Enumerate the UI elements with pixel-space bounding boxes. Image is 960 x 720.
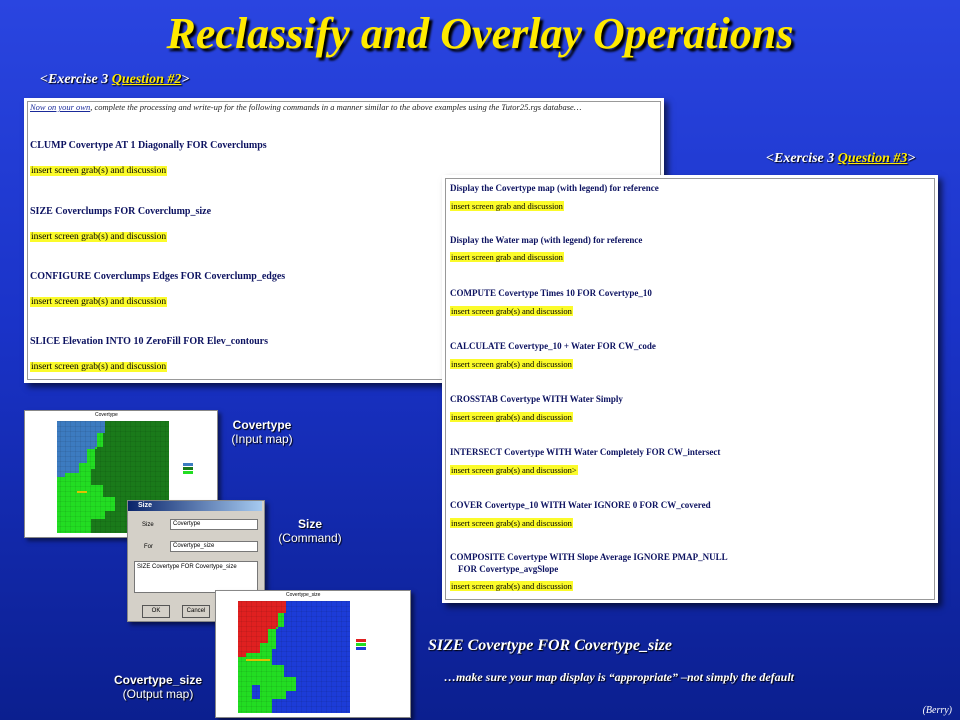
command-calculate: CALCULATE Covertype_10 + Water FOR CW_code	[450, 341, 656, 351]
placeholder-highlight: insert screen grab(s) and discussion	[451, 412, 572, 422]
placeholder-highlight: insert screen grab(s) and discussion>	[451, 465, 577, 475]
exercise-2-label: <Exercise 3 Question #2>	[40, 72, 190, 87]
placeholder-highlight: insert screen grab and discussion	[451, 201, 563, 211]
placeholder-highlight: insert screen grab(s) and discussion	[31, 166, 167, 176]
question-3-link[interactable]: Question #3	[837, 151, 908, 166]
command-crosstab: CROSSTAB Covertype WITH Water Simply	[450, 394, 623, 404]
exercise-3-label: <Exercise 3 Question #3>	[766, 151, 916, 166]
command-text-box: SIZE Covertype FOR Covertype_size	[134, 561, 258, 593]
command-clump: CLUMP Covertype AT 1 Diagonally FOR Coverclumps	[30, 140, 267, 151]
placeholder-highlight: insert screen grab(s) and discussion	[31, 362, 167, 372]
covertype-size-map	[216, 591, 410, 717]
placeholder-highlight: insert screen grab(s) and discussion	[451, 518, 572, 528]
input-map-caption: Covertype (Input map)	[231, 418, 293, 446]
page-title: Reclassify and Overlay Operations	[166, 9, 794, 58]
command-slice: SLICE Elevation INTO 10 ZeroFill FOR Elev_contours	[30, 336, 268, 347]
map-title: Covertype_size	[286, 592, 321, 598]
command-cover: COVER Covertype_10 WITH Water IGNORE 0 FOR CW_covered	[450, 500, 711, 510]
ok-button[interactable]: OK	[142, 605, 170, 618]
intro-text: Now on your own, complete the processing and write-up for the following commands in a manner similar to the above examples using the Tutor25.rgs database…	[30, 102, 582, 112]
size-select[interactable]: Covertype	[170, 519, 258, 530]
for-label: For	[144, 544, 153, 550]
size-label: Size	[142, 522, 154, 528]
output-map-caption: Covertype_size (Output map)	[113, 673, 203, 701]
display-note: …make sure your map display is “appropriate” –not simply the default	[444, 670, 795, 684]
placeholder-highlight: insert screen grab(s) and discussion	[451, 359, 572, 369]
question-2-link[interactable]: Question #2	[111, 72, 182, 87]
placeholder-highlight: insert screen grab(s) and discussion	[31, 297, 167, 307]
command-configure: CONFIGURE Coverclumps Edges FOR Coverclump_edges	[30, 271, 286, 282]
command-display-water: Display the Water map (with legend) for reference	[450, 235, 643, 245]
command-caption: Size (Command)	[278, 517, 342, 545]
cancel-button[interactable]: Cancel	[182, 605, 210, 618]
command-subtitle: SIZE Covertype FOR Covertype_size	[428, 637, 672, 654]
command-composite: COMPOSITE Covertype WITH Slope Average IGNORE PMAP_NULL	[450, 552, 728, 562]
command-size: SIZE Coverclumps FOR Coverclump_size	[30, 206, 212, 217]
for-select[interactable]: Covertype_size	[170, 541, 258, 552]
placeholder-highlight: insert screen grab(s) and discussion	[31, 232, 167, 242]
right-document	[442, 175, 938, 603]
command-display-covertype: Display the Covertype map (with legend) for reference	[450, 183, 659, 193]
command-compute: COMPUTE Covertype Times 10 FOR Covertype_10	[450, 288, 652, 298]
placeholder-highlight: insert screen grab and discussion	[451, 252, 563, 262]
author-credit: (Berry)	[922, 705, 952, 716]
map-title: Covertype	[95, 412, 118, 418]
command-intersect: INTERSECT Covertype WITH Water Completely FOR CW_intersect	[450, 447, 721, 457]
placeholder-highlight: insert screen grab(s) and discussion	[451, 581, 572, 591]
placeholder-highlight: insert screen grab(s) and discussion	[451, 306, 572, 316]
command-composite-line2: FOR Covertype_avgSlope	[458, 564, 559, 574]
dialog-title: Size	[128, 501, 262, 511]
output-map-screenshot	[215, 590, 411, 718]
